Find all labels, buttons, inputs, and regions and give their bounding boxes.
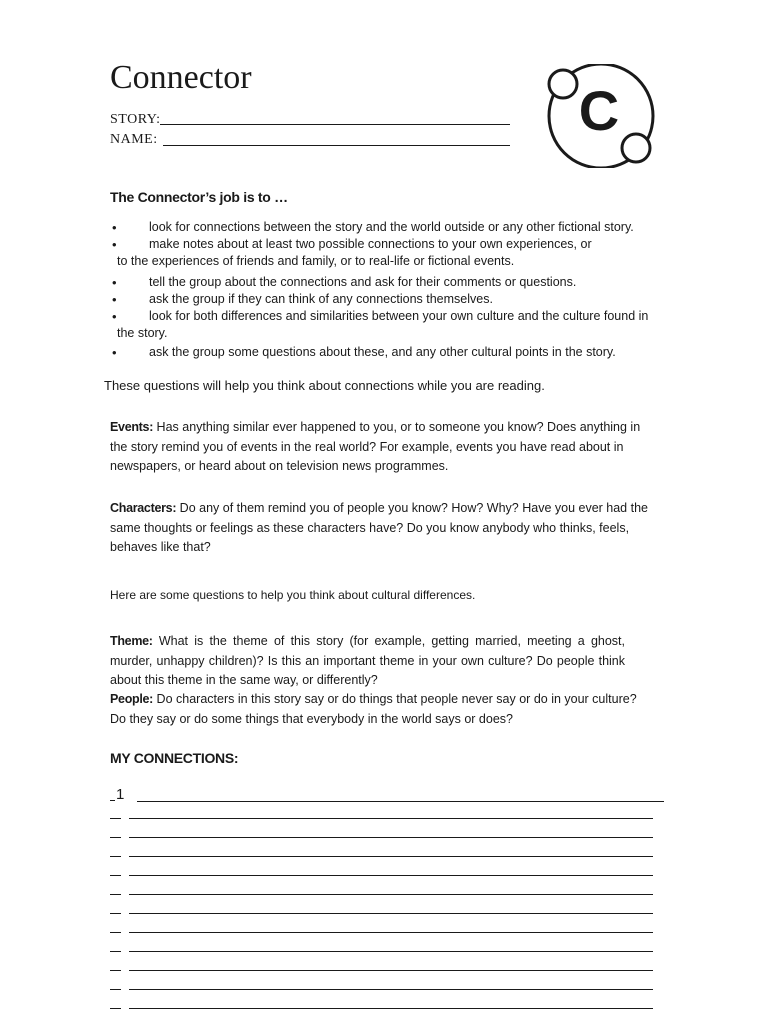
bullet-marker: • bbox=[112, 275, 117, 290]
connector-logo bbox=[545, 64, 657, 168]
cultural-intro: Here are some questions to help you think about cultural differences. bbox=[110, 588, 476, 602]
job-bullet-5: look for both differences and similarities between your own culture and the culture found in bbox=[149, 309, 649, 323]
job-bullet-1: look for connections between the story and the world outside or any other fictional story. bbox=[149, 220, 634, 234]
bullet-marker: • bbox=[112, 220, 117, 235]
connections-area bbox=[110, 786, 670, 1015]
connection-row-first[interactable] bbox=[110, 786, 670, 806]
connection-dash bbox=[110, 818, 121, 819]
connection-line[interactable] bbox=[129, 951, 653, 952]
connection-line[interactable] bbox=[129, 932, 653, 933]
bullet-marker: • bbox=[112, 292, 117, 307]
events-text: Has anything similar ever happened to you, or to someone you know? Does anything in the story remind you of events in the real world? For example, events you have read about in newspapers, or heard about on television news programmes. bbox=[110, 420, 641, 473]
story-label: STORY: bbox=[110, 112, 161, 127]
connection-line[interactable] bbox=[129, 894, 653, 895]
events-label: Events: bbox=[110, 420, 154, 434]
people-text-2: Do they say or do some things that everybody in the world says or does? bbox=[110, 711, 513, 726]
connection-dash bbox=[110, 951, 121, 952]
people-text-1: Do characters in this story say or do things that people never say or do in your culture? bbox=[156, 692, 637, 706]
connection-line[interactable] bbox=[137, 801, 664, 802]
bullet-marker: • bbox=[112, 309, 117, 324]
job-bullet-3: tell the group about the connections and ask for their comments or questions. bbox=[149, 275, 577, 289]
connections-heading: MY CONNECTIONS: bbox=[110, 750, 239, 766]
connection-line[interactable] bbox=[129, 856, 653, 857]
connection-row[interactable] bbox=[110, 920, 670, 939]
connection-row[interactable] bbox=[110, 806, 670, 825]
job-bullet-4: ask the group if they can think of any connections themselves. bbox=[149, 292, 493, 306]
questions-intro: These questions will help you think about connections while you are reading. bbox=[104, 378, 545, 393]
name-label: NAME: bbox=[110, 132, 158, 147]
connection-line[interactable] bbox=[129, 970, 653, 971]
connection-dash bbox=[110, 894, 121, 895]
connection-line[interactable] bbox=[129, 989, 653, 990]
job-bullet-2: make notes about at least two possible connections to your own experiences, or bbox=[149, 237, 592, 251]
connection-dash bbox=[110, 970, 121, 971]
bullet-marker: • bbox=[112, 345, 117, 360]
theme-label: Theme: bbox=[110, 634, 153, 648]
connection-number: 1 bbox=[116, 786, 125, 803]
connection-row[interactable] bbox=[110, 958, 670, 977]
connection-row[interactable] bbox=[110, 939, 670, 958]
connection-dash bbox=[110, 800, 115, 801]
events-paragraph bbox=[110, 418, 650, 477]
connection-row[interactable] bbox=[110, 977, 670, 996]
bullet-marker: • bbox=[112, 237, 117, 252]
connection-dash bbox=[110, 1008, 121, 1009]
connection-line[interactable] bbox=[129, 818, 653, 819]
logo-letter: C bbox=[578, 79, 620, 142]
job-bullet-5-cont: the story. bbox=[117, 326, 168, 340]
connection-line[interactable] bbox=[129, 913, 653, 914]
connection-dash bbox=[110, 875, 121, 876]
connection-dash bbox=[110, 989, 121, 990]
theme-text: What is the theme of this story (for example, getting married, meeting a ghost, murder, unhappy children)? Is this an important theme in your own culture? Do people think about this theme in the same way, or differently? bbox=[110, 634, 625, 687]
connection-row[interactable] bbox=[110, 825, 670, 844]
connection-line[interactable] bbox=[129, 1008, 653, 1009]
connection-row[interactable] bbox=[110, 996, 670, 1015]
connection-dash bbox=[110, 837, 121, 838]
connection-dash bbox=[110, 913, 121, 914]
story-field-line[interactable] bbox=[160, 124, 510, 125]
connection-dash bbox=[110, 856, 121, 857]
job-bullet-2-cont: to the experiences of friends and family, or to real-life or fictional events. bbox=[117, 254, 515, 268]
people-paragraph bbox=[110, 690, 670, 729]
connector-logo-icon bbox=[545, 64, 657, 168]
connection-blank-rows bbox=[110, 806, 670, 1015]
characters-paragraph bbox=[110, 499, 658, 558]
page-title: Connector bbox=[110, 59, 252, 96]
theme-paragraph bbox=[110, 632, 625, 691]
connection-row[interactable] bbox=[110, 901, 670, 920]
connection-row[interactable] bbox=[110, 882, 670, 901]
connection-row[interactable] bbox=[110, 844, 670, 863]
connection-row[interactable] bbox=[110, 863, 670, 882]
characters-label: Characters: bbox=[110, 501, 177, 515]
name-field-line[interactable] bbox=[163, 145, 510, 146]
job-bullet-6: ask the group some questions about these, and any other cultural points in the story. bbox=[149, 345, 616, 359]
people-line-1 bbox=[110, 690, 670, 710]
characters-text: Do any of them remind you of people you know? How? Why? Have you ever had the same thoughts or feelings as these characters have? Do you know anybody who thinks, feels, behaves like that? bbox=[110, 501, 648, 554]
connection-dash bbox=[110, 932, 121, 933]
job-heading: The Connector’s job is to … bbox=[110, 189, 288, 205]
connection-line[interactable] bbox=[129, 875, 653, 876]
people-label: People: bbox=[110, 692, 154, 706]
connection-line[interactable] bbox=[129, 837, 653, 838]
